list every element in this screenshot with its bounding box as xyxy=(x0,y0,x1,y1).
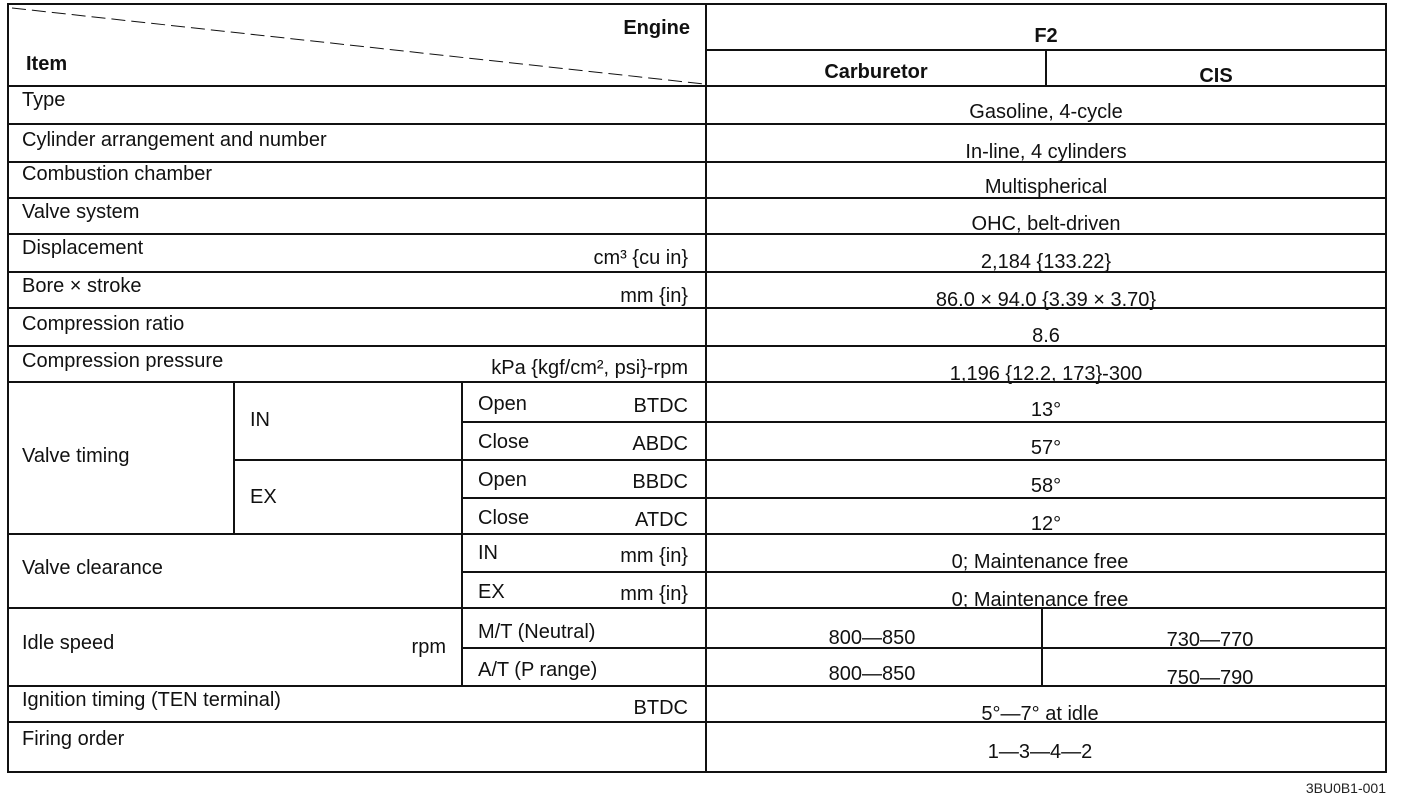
combustion-value: Multispherical xyxy=(984,176,1108,198)
ignition-label: Ignition timing (TEN terminal) xyxy=(22,689,281,711)
type-label: Type xyxy=(22,89,66,111)
cylinder-label: Cylinder arrangement and number xyxy=(22,129,327,151)
ex-open-value: 58° xyxy=(1030,475,1062,497)
bore-stroke-unit: mm {in} xyxy=(620,285,688,307)
bore-stroke-label: Bore × stroke xyxy=(22,275,142,297)
comp-pressure-unit: kPa {kgf/cm², psi}-rpm xyxy=(491,357,688,379)
clearance-in-value: 0; Maintenance free xyxy=(951,551,1129,573)
col-carburetor: Carburetor xyxy=(824,61,928,83)
displacement-unit: cm³ {cu in} xyxy=(593,247,688,269)
ex-close-ref: ATDC xyxy=(635,509,688,531)
comp-pressure-label: Compression pressure xyxy=(22,350,224,372)
combustion-label: Combustion chamber xyxy=(22,163,213,185)
idle-at-sub: A/T (P range) xyxy=(478,659,598,681)
ignition-unit: BTDC xyxy=(633,697,688,719)
idle-mt-sub: M/T (Neutral) xyxy=(478,621,596,643)
firing-order-value: 1—3—4—2 xyxy=(987,741,1093,763)
type-value: Gasoline, 4-cycle xyxy=(969,101,1123,123)
valve-timing-in: IN xyxy=(250,409,270,431)
in-open-event: Open xyxy=(478,393,527,415)
firing-order-label: Firing order xyxy=(22,728,125,750)
valve-timing-ex: EX xyxy=(250,486,277,508)
idle-speed-label: Idle speed xyxy=(22,632,115,654)
valve-system-label: Valve system xyxy=(22,201,140,223)
comp-ratio-label: Compression ratio xyxy=(22,313,185,335)
displacement-label: Displacement xyxy=(22,237,144,259)
comp-ratio-value: 8.6 xyxy=(1032,325,1060,347)
header-diagonal xyxy=(12,8,704,84)
in-close-event: Close xyxy=(478,431,530,453)
ex-close-value: 12° xyxy=(1030,513,1062,535)
engine-model: F2 xyxy=(1034,25,1058,47)
in-open-ref: BTDC xyxy=(633,395,688,417)
clearance-in-unit: mm {in} xyxy=(620,545,688,567)
displacement-value: 2,184 {133.22} xyxy=(980,251,1112,273)
ignition-value: 5°—7° at idle xyxy=(981,703,1099,725)
idle-at-carb: 800—850 xyxy=(828,663,916,685)
valve-system-value: OHC, belt-driven xyxy=(971,213,1121,235)
ex-close-event: Close xyxy=(478,507,530,529)
clearance-ex-unit: mm {in} xyxy=(620,583,688,605)
engine-header-label: Engine xyxy=(623,17,690,39)
clearance-ex-sub: EX xyxy=(478,581,505,603)
valve-timing-label: Valve timing xyxy=(22,445,130,467)
valve-clearance-label: Valve clearance xyxy=(22,557,163,579)
clearance-ex-value: 0; Maintenance free xyxy=(951,589,1129,611)
idle-mt-cis: 730—770 xyxy=(1166,629,1254,651)
cylinder-value: In-line, 4 cylinders xyxy=(965,141,1127,163)
item-header-label: Item xyxy=(26,53,68,75)
ex-open-event: Open xyxy=(478,469,527,491)
in-close-ref: ABDC xyxy=(632,433,688,455)
comp-pressure-value: 1,196 {12.2, 173}-300 xyxy=(949,363,1143,385)
in-close-value: 57° xyxy=(1030,437,1062,459)
figure-code: 3BU0B1-001 xyxy=(1305,780,1386,796)
idle-mt-carb: 800—850 xyxy=(828,627,916,649)
ex-open-ref: BBDC xyxy=(632,471,688,493)
idle-at-cis: 750—790 xyxy=(1166,667,1254,689)
bore-stroke-value: 86.0 × 94.0 {3.39 × 3.70} xyxy=(935,289,1157,311)
table-frame xyxy=(8,4,1386,772)
col-cis: CIS xyxy=(1199,65,1233,87)
in-open-value: 13° xyxy=(1030,399,1062,421)
clearance-in-sub: IN xyxy=(478,542,498,564)
idle-speed-unit: rpm xyxy=(411,636,446,658)
